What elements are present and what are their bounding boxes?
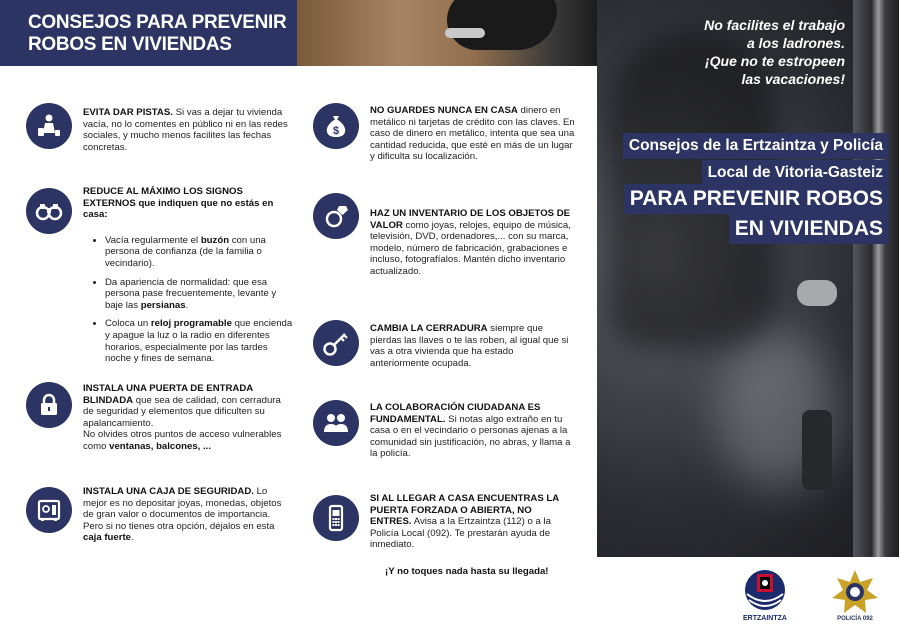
safe-icon: [26, 487, 72, 533]
policia-logo-text: POLICÍA 092: [837, 616, 873, 622]
tip-text: Avisa a la Ertzaintza (112) o a la Policía Local (092). Te prestarán ayuda de inmediato.: [370, 516, 551, 551]
slogan: [605, 16, 845, 88]
key-icon: [313, 320, 359, 366]
tip-text: como joyas, relojes, equipo de música, televisión, DVD, ordenadores,... con su marca, modelo, número de fabricación, grabaciones e incluso, fotografíalos. Mantén dicho inventario actualizado.: [370, 219, 571, 277]
tip-heading: INSTALA UNA PUERTA DE ENTRADA BLINDADA: [83, 383, 253, 406]
cover-title-line: EN VIVIENDAS: [729, 214, 889, 244]
list-item: • Vacía regularmente el buzón con una persona de confianza (de la familia o vecindario).: [105, 235, 293, 270]
tip-heading: REDUCE AL MÁXIMO LOS SIGNOS EXTERNOS que indiquen que no estás en casa:: [83, 186, 274, 221]
final-note: ¡Y no toques nada hasta su llegada!: [385, 566, 549, 577]
slogan-line: a los ladrones.: [746, 35, 845, 51]
cover-subtitle-line: Local de Vitoria-Gasteiz: [702, 160, 889, 186]
list-item: • Coloca un reloj programable que encienda y apague la luz o la radio en diferentes horarios, especialmente por las tardes noche y fines de semana.: [105, 318, 293, 364]
money-bag-icon: [313, 103, 359, 149]
tip-cambia-cerradura: [370, 323, 575, 369]
tip-heading: EVITA DAR PISTAS.: [83, 107, 173, 118]
tip-no-guardes: [370, 105, 575, 163]
gloved-hand-image: [447, 0, 557, 50]
tip-caja-seguridad: [83, 486, 293, 544]
tip-heading: LA COLABORACIÓN CIUDADANA ES FUNDAMENTAL.: [370, 402, 541, 425]
list-item: • Da apariencia de normalidad: que esa persona pase frecuentemente, levante y baje las persianas.: [105, 277, 293, 312]
page-title: [28, 12, 288, 56]
door-handle-image: [445, 28, 485, 38]
door-edge-image: [853, 0, 899, 557]
ertzaintza-logo-text: ERTZAINTZA: [743, 615, 787, 622]
tip-text: que sea de calidad, con cerradura de seguridad y elementos que dificulten su apalancamiento.: [83, 394, 281, 429]
cover-subtitle-line: Consejos de la Ertzaintza y Policía: [623, 133, 889, 159]
tip-heading: HAZ UN INVENTARIO DE LOS OBJETOS DE VALOR: [370, 208, 571, 231]
ertzaintza-logo: [735, 568, 795, 628]
tip-text: siempre que pierdas las llaves o te las roben, al igual que si vas a otra vivienda que ha estado anteriormente ocupada.: [370, 323, 569, 369]
slogan-line: las vacaciones!: [741, 71, 845, 87]
binoculars-icon: [26, 188, 72, 234]
tip-puerta-forzada: [370, 493, 575, 551]
slogan-line: No facilites el trabajo: [704, 17, 845, 33]
tip-inventario: [370, 208, 575, 278]
tip-text: No olvides otros puntos de acceso vulnerables como: [83, 429, 282, 452]
phone-icon: [313, 495, 359, 541]
tip-heading: CAMBIA LA CERRADURA: [370, 323, 488, 334]
keys-image: [802, 410, 832, 490]
tip-evita-pistas: [83, 107, 288, 153]
tip-text-bold: caja fuerte: [83, 532, 131, 544]
header-photo: [297, 0, 597, 66]
tip-heading: INSTALA UNA CAJA DE SEGURIDAD.: [83, 486, 254, 497]
door-knob-image: [797, 280, 837, 306]
cover-title-line: PARA PREVENIR ROBOS: [624, 184, 889, 214]
tip-colaboracion: [370, 402, 575, 460]
ring-icon: [313, 193, 359, 239]
tip-puerta-blindada: [83, 383, 293, 453]
padlock-icon: [26, 382, 72, 428]
tip-reduce-signos: [83, 186, 293, 372]
policia-logo: [820, 568, 890, 628]
tip-text-bold: ventanas, balcones, ...: [109, 440, 211, 452]
header-band: [0, 0, 297, 66]
svg-text:$: $: [332, 125, 340, 137]
tip-text: Lo mejor es no depositar joyas, monedas, objetos de gran valor o documentos de importancia. Pero si no tienes otra opción, déjalos en esta: [83, 486, 282, 532]
people-icon: [313, 400, 359, 446]
tip-text: .: [131, 532, 134, 544]
tip-heading: NO GUARDES NUNCA EN CASA: [370, 105, 518, 116]
title-line: ROBOS EN VIVIENDAS: [28, 34, 232, 55]
tip-text: Si notas algo extraño en tu casa o en el vecindario o personas ajenas a la comunidad sin justificación, no abras, y llama a la policía.: [370, 413, 571, 460]
tip-bullet-list: [93, 235, 293, 365]
tip-text: dinero en metálico ni tarjetas de crédito con las claves. En caso de dinero en metálico, intenta que sea una cantidad reducida, que esté en más de un lugar y dificulta su localización.: [370, 105, 575, 163]
tip-heading: SI AL LLEGAR A CASA ENCUENTRAS LA PUERTA FORZADA O ABIERTA, NO ENTRES.: [370, 493, 559, 528]
slogan-line: ¡Que no te estropeen: [704, 53, 845, 69]
title-line: CONSEJOS PARA PREVENIR: [28, 12, 287, 33]
person-luggage-icon: [26, 103, 72, 149]
tip-text: Si vas a dejar tu vivienda vacía, no lo comentes en público ni en las redes sociales, y mucho menos facilites las fechas concretas.: [83, 107, 288, 153]
